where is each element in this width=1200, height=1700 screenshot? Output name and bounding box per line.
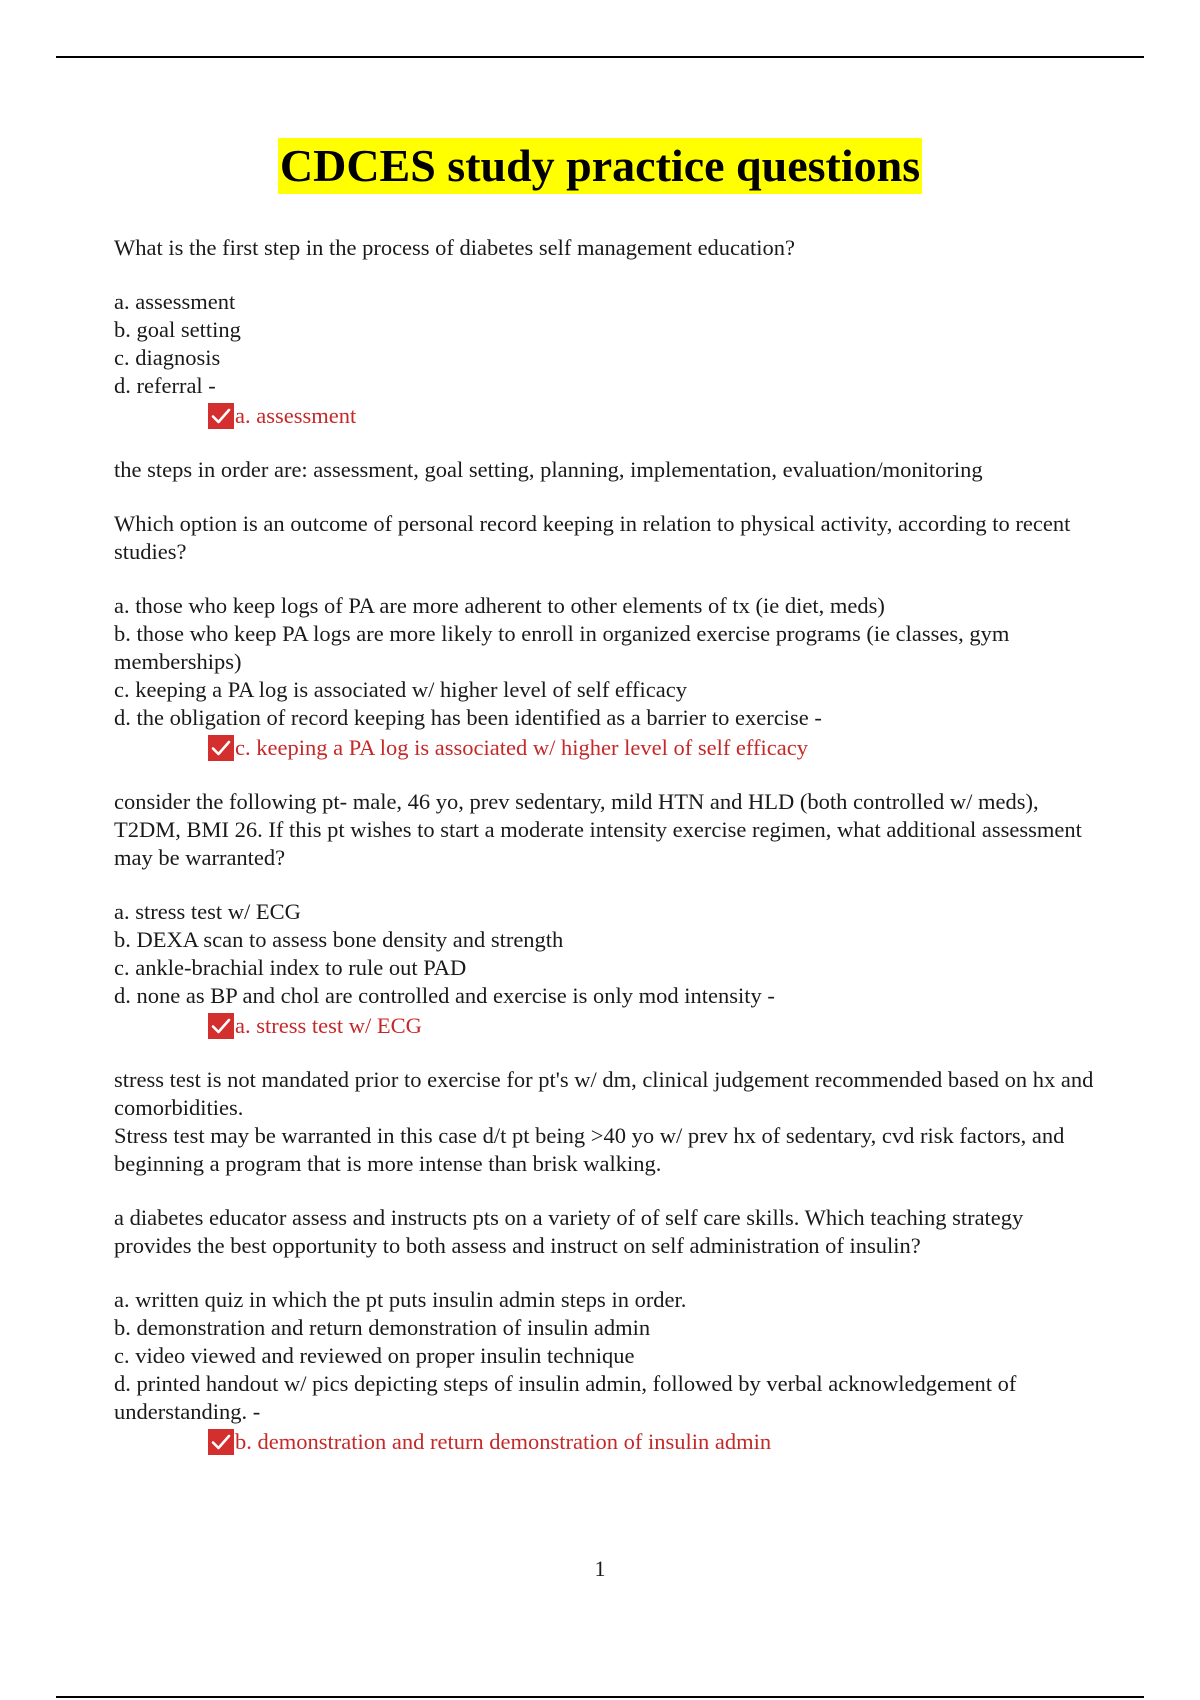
option-item: b. DEXA scan to assess bone density and strength [114, 927, 564, 952]
question-text: consider the following pt- male, 46 yo, prev sedentary, mild HTN and HLD (both controlled w/ meds), T2DM, BMI 26. If this pt wishes to start a moderate intensity exercise regimen, what additional assessment may be warranted? [114, 789, 1082, 870]
question-text: What is the first step in the process of diabetes self management education? [114, 235, 796, 260]
answer-line [208, 734, 1094, 762]
explanation [114, 1066, 1094, 1178]
page-title: CDCES study practice questions [278, 138, 922, 194]
option-item: c. video viewed and reviewed on proper insulin technique [114, 1343, 635, 1368]
explanation [114, 456, 1094, 484]
explanation-line: stress test is not mandated prior to exercise for pt's w/ dm, clinical judgement recommended based on hx and comorbidities. [114, 1067, 1094, 1120]
checkmark-icon [208, 735, 234, 761]
answer-text: a. assessment [235, 403, 357, 428]
answer-line [208, 1012, 1094, 1040]
answer-line [208, 1428, 1094, 1456]
option-item: c. ankle-brachial index to rule out PAD [114, 955, 467, 980]
options-list [114, 898, 1094, 1010]
option-item: d. printed handout w/ pics depicting steps of insulin admin, followed by verbal acknowledgement of understanding. - [114, 1371, 1017, 1424]
option-item: a. stress test w/ ECG [114, 899, 301, 924]
top-rule [56, 56, 1144, 58]
option-item: c. diagnosis [114, 345, 221, 370]
option-item: b. those who keep PA logs are more likely to enroll in organized exercise programs (ie classes, gym memberships) [114, 621, 1010, 674]
question-block [114, 1204, 1094, 1456]
page-number: 1 [594, 1556, 606, 1581]
option-item: b. demonstration and return demonstration of insulin admin [114, 1315, 651, 1340]
answer-text: a. stress test w/ ECG [235, 1013, 422, 1038]
option-item: d. the obligation of record keeping has been identified as a barrier to exercise - [114, 705, 822, 730]
checkmark-icon [208, 1013, 234, 1039]
option-item: a. assessment [114, 289, 236, 314]
option-item: d. none as BP and chol are controlled and exercise is only mod intensity - [114, 983, 775, 1008]
explanation-line: Stress test may be warranted in this case d/t pt being >40 yo w/ prev hx of sedentary, cvd risk factors, and beginning a program that is more intense than brisk walking. [114, 1123, 1065, 1176]
questions-container [114, 234, 1094, 1456]
checkmark-icon [208, 403, 234, 429]
question-block [114, 788, 1094, 1178]
options-list [114, 1286, 1094, 1426]
question-block [114, 510, 1094, 762]
options-list [114, 592, 1094, 732]
question-block [114, 234, 1094, 484]
option-item: a. written quiz in which the pt puts insulin admin steps in order. [114, 1287, 687, 1312]
options-list [114, 288, 1094, 400]
title-container [0, 138, 1200, 194]
answer-line [208, 402, 1094, 430]
option-item: a. those who keep logs of PA are more adherent to other elements of tx (ie diet, meds) [114, 593, 885, 618]
option-item: d. referral - [114, 373, 216, 398]
bottom-rule [56, 1696, 1144, 1698]
question-text: Which option is an outcome of personal record keeping in relation to physical activity, according to recent studies? [114, 511, 1071, 564]
question-text: a diabetes educator assess and instructs pts on a variety of of self care skills. Which teaching strategy provides the best opportunity to both assess and instruct on self administration of insulin? [114, 1205, 1024, 1258]
checkmark-icon [208, 1429, 234, 1455]
answer-text: c. keeping a PA log is associated w/ higher level of self efficacy [235, 735, 808, 760]
explanation-line: the steps in order are: assessment, goal setting, planning, implementation, evaluation/monitoring [114, 457, 983, 482]
answer-text: b. demonstration and return demonstration of insulin admin [235, 1429, 772, 1454]
option-item: c. keeping a PA log is associated w/ higher level of self efficacy [114, 677, 687, 702]
option-item: b. goal setting [114, 317, 241, 342]
